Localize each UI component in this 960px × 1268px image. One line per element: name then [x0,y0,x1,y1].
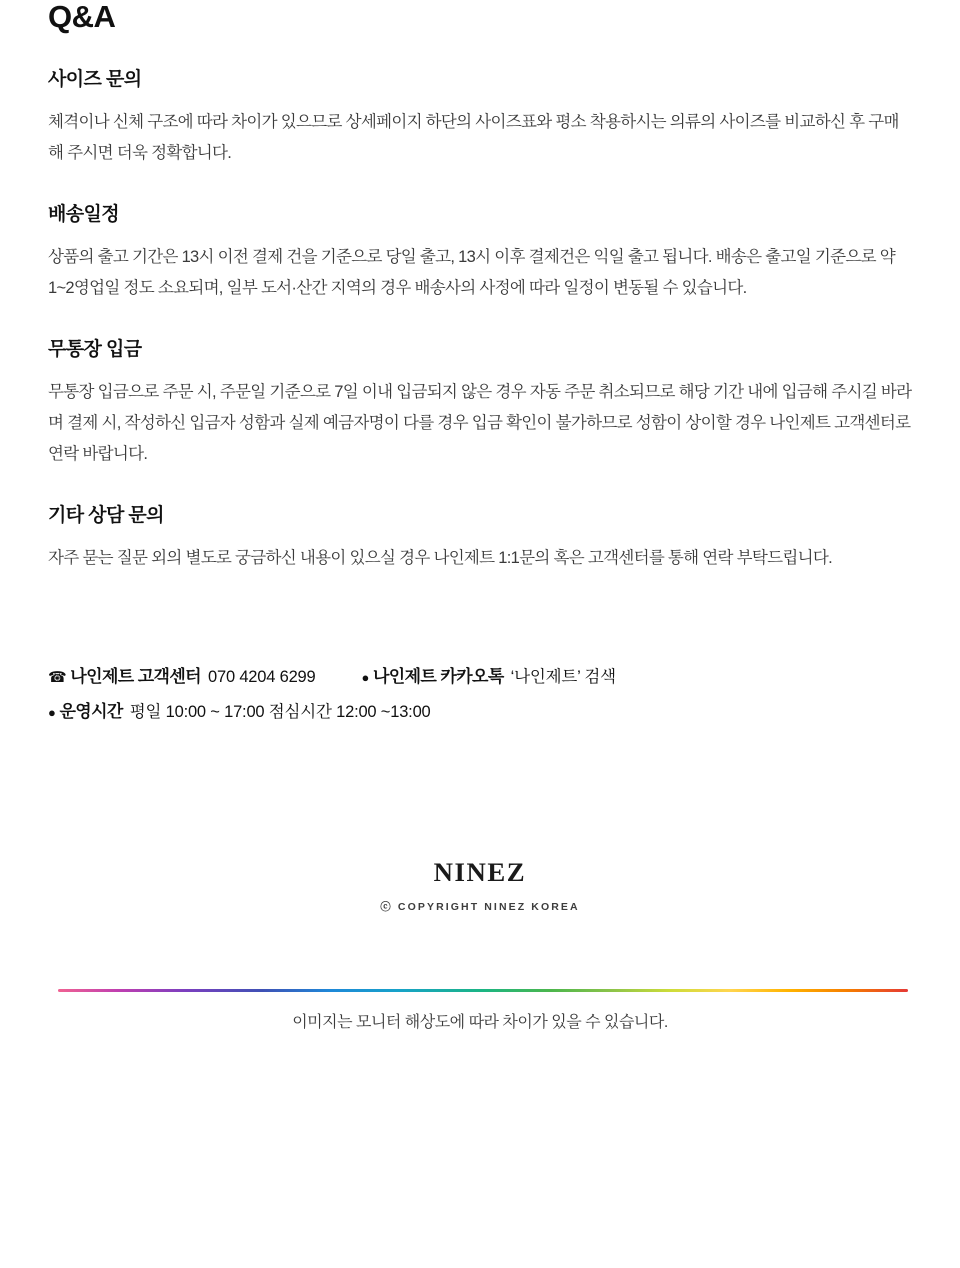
section-bank-transfer [48,338,912,470]
monitor-disclaimer: 이미지는 모니터 해상도에 따라 차이가 있을 수 있습니다. [292,1014,668,1031]
customer-center-number: 070 4204 6299 [208,668,316,686]
contact-row-hours [48,695,912,730]
telephone-icon: ☎ [48,669,67,686]
hours-dot-icon: ● [48,705,56,720]
kakao-label: 나인제트 카카오톡 [372,667,504,686]
rainbow-divider [58,989,908,992]
section-heading: 무통장 입금 [48,339,142,360]
brand-footer [48,858,912,914]
section-other-inquiry [48,504,912,574]
contact-row-phone-kakao [48,660,912,695]
kakao-search-keyword: ‘나인제트’ 검색 [510,668,616,686]
section-heading: 기타 상담 문의 [48,505,164,526]
customer-center-label: 나인제트 고객센터 [70,667,201,686]
section-heading: 배송일정 [48,204,120,225]
page-title: Q&A [48,0,116,34]
operating-hours-label: 운영시간 [59,702,123,721]
operating-hours-value: 평일 10:00 ~ 17:00 점심시간 12:00 ~13:00 [129,703,431,721]
contact-info [48,660,912,730]
section-body: 상품의 출고 기간은 13시 이전 결제 건을 기준으로 당일 출고, 13시 이후 결제건은 익일 출고 됩니다. 배송은 출고일 기준으로 약 1~2영업일 정도 소요되며, 일부 도서·산간 지역의 경우 배송사의 사정에 따라 일정이 변동될 수 있습니다. [48,248,895,297]
section-size-inquiry [48,68,912,169]
section-body: 무통장 입금으로 주문 시, 주문일 기준으로 7일 이내 입금되지 않은 경우 자동 주문 취소되므로 해당 기간 내에 입금해 주시길 바라며 결제 시, 작성하신 입금자 성함과 실제 예금자명이 다를 경우 입금 확인이 불가하므로 성함이 상이할 경우 나인제트 고객센터로 연락 바랍니다. [48,383,912,463]
copyright-text: ⓒ COPYRIGHT NINEZ KOREA [380,901,580,913]
kakao-dot-icon: ● [361,670,369,685]
rainbow-divider-wrap [48,989,912,992]
section-body: 자주 묻는 질문 외의 별도로 궁금하신 내용이 있으실 경우 나인제트 1:1문의 혹은 고객센터를 통해 연락 부탁드립니다. [48,549,832,567]
section-shipping-schedule [48,203,912,304]
section-body: 체격이나 신체 구조에 따라 차이가 있으므로 상세페이지 하단의 사이즈표와 평소 착용하시는 의류의 사이즈를 비교하신 후 구매해 주시면 더욱 정확합니다. [48,113,899,162]
ninez-logo: NINEZ [433,858,527,887]
section-heading: 사이즈 문의 [48,69,142,90]
